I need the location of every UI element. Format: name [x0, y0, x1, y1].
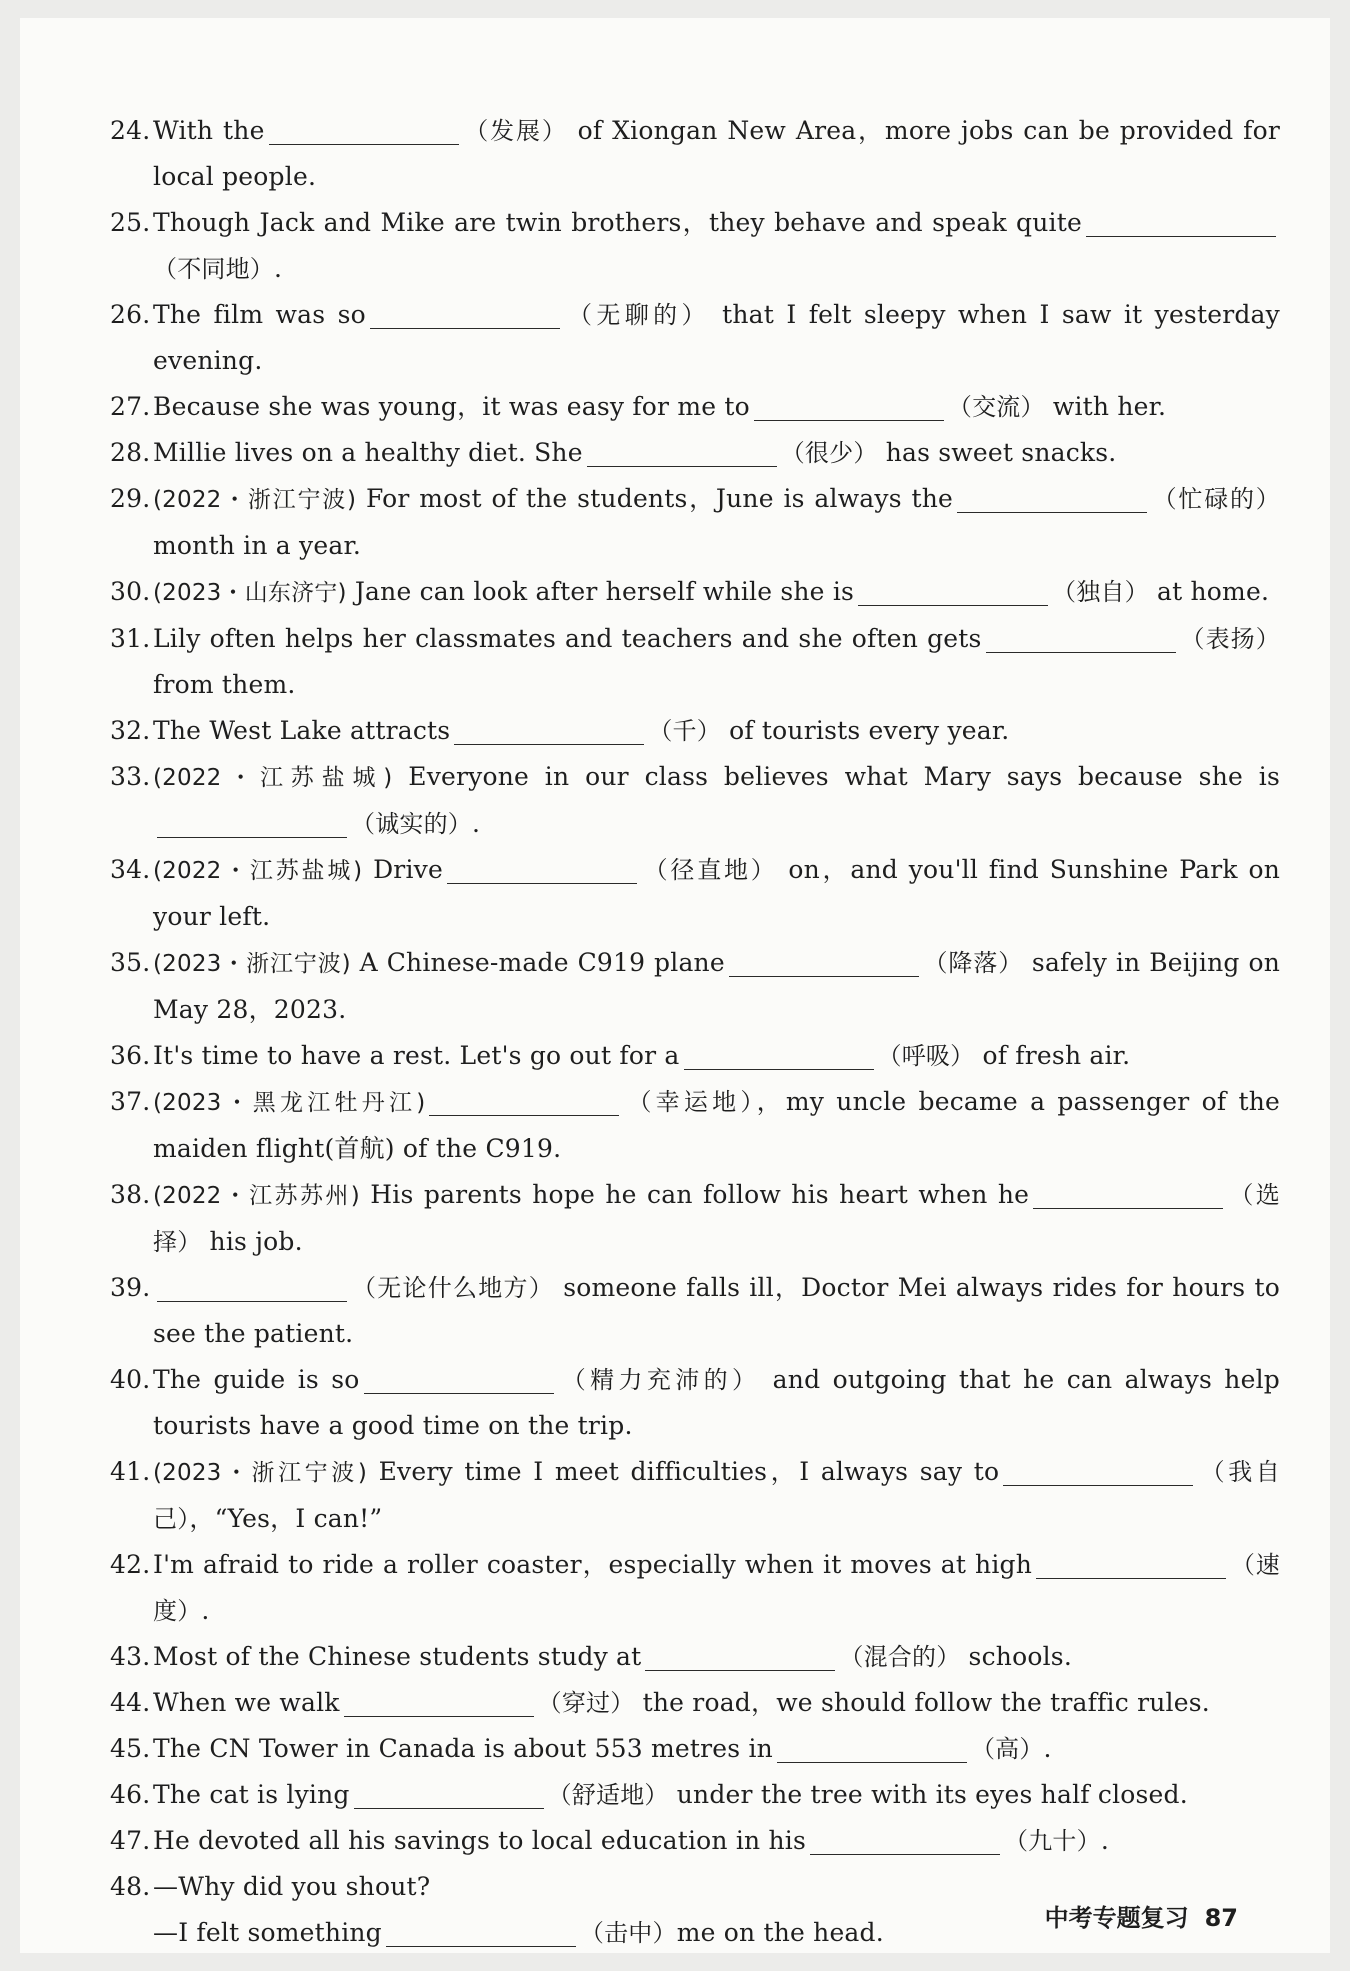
dialogue-text: me on the head.	[676, 1918, 884, 1947]
chinese-hint: （九十）	[1004, 1827, 1101, 1855]
question-text: It's time to have a rest. Let's go out for a	[153, 1041, 680, 1070]
answer-blank[interactable]	[1033, 1180, 1223, 1209]
question-text: Everyone in our class believes what Mary says because she is	[392, 762, 1280, 791]
answer-blank[interactable]	[386, 1918, 576, 1947]
question-text: ，“Yes，I can!”	[189, 1504, 383, 1533]
chinese-hint: （速度）	[153, 1551, 1280, 1625]
question-item	[110, 292, 1280, 384]
answer-blank[interactable]	[447, 855, 637, 884]
exam-source: (2022・江苏盐城)	[153, 858, 363, 884]
question-number: 32.	[110, 716, 151, 745]
question-text: of tourists every year.	[720, 716, 1010, 745]
question-item	[110, 384, 1280, 430]
answer-blank[interactable]	[1036, 1550, 1226, 1579]
question-text: I'm afraid to ride a roller coaster，especially when it moves at high	[153, 1550, 1033, 1579]
answer-blank[interactable]	[454, 716, 644, 745]
question-number: 28.	[110, 438, 151, 467]
question-text: month in a year.	[153, 531, 362, 560]
chinese-hint: （很少）	[780, 439, 878, 467]
answer-blank[interactable]	[1003, 1457, 1193, 1486]
question-item	[110, 1265, 1280, 1357]
question-text: Millie lives on a healthy diet. She	[153, 438, 583, 467]
question-text: someone falls ill，Doctor Mei always rides for hours to see the patient.	[153, 1273, 1280, 1348]
page-footer	[1045, 1898, 1238, 1933]
question-text: Lily often helps her classmates and teachers and she often gets	[153, 624, 982, 653]
question-number: 44.	[110, 1688, 151, 1717]
question-number: 26.	[110, 300, 151, 329]
question-number: 36.	[110, 1041, 151, 1070]
answer-blank[interactable]	[1086, 208, 1276, 237]
question-text: He devoted all his savings to local education in his	[153, 1826, 807, 1855]
question-number: 43.	[110, 1642, 151, 1671]
chinese-hint: （千）	[648, 717, 721, 745]
question-text: Jane can look after herself while she is	[346, 577, 855, 606]
question-item	[110, 847, 1280, 940]
question-text: under the tree with its eyes half closed.	[668, 1780, 1188, 1809]
question-text: Drive	[362, 855, 443, 884]
question-number: 40.	[110, 1365, 151, 1394]
question-item	[110, 1033, 1280, 1079]
question-number: 41.	[110, 1457, 151, 1486]
question-text: For most of the students，June is always the	[356, 484, 954, 513]
question-number: 31.	[110, 624, 151, 653]
exam-source: (2023・浙江宁波)	[153, 1460, 368, 1486]
question-text: His parents hope he can follow his heart when he	[359, 1180, 1030, 1209]
answer-blank[interactable]	[754, 392, 944, 421]
question-text: that I felt sleepy when I saw it yesterday evening.	[153, 300, 1280, 375]
question-text: on，and you'll find Sunshine Park on your left.	[153, 855, 1281, 931]
chinese-hint: （幸运地）	[623, 1088, 757, 1116]
chinese-hint: （我自己）	[153, 1458, 1280, 1533]
question-item	[110, 1634, 1280, 1680]
question-text: Most of the Chinese students study at	[153, 1642, 642, 1671]
chinese-hint: （交流）	[947, 393, 1045, 421]
answer-blank[interactable]	[957, 484, 1147, 513]
chinese-hint: （无聊的）	[563, 301, 710, 329]
question-text: has sweet snacks.	[877, 438, 1117, 467]
question-text: Every time I meet difficulties，I always say to	[367, 1457, 1000, 1486]
question-item	[110, 1726, 1280, 1772]
chinese-hint: （混合的）	[839, 1643, 961, 1671]
question-number: 48.	[110, 1872, 151, 1901]
exam-source: (2023・浙江宁波)	[153, 951, 351, 977]
question-number: 46.	[110, 1780, 151, 1809]
chinese-hint: （无论什么地方）	[351, 1274, 555, 1302]
question-number: 38.	[110, 1180, 151, 1209]
question-text: his job.	[201, 1227, 303, 1256]
question-item	[110, 1542, 1280, 1634]
answer-blank[interactable]	[344, 1688, 534, 1717]
answer-blank[interactable]	[354, 1780, 544, 1809]
chinese-hint: （径直地）	[640, 856, 778, 884]
question-text: .	[1100, 1826, 1109, 1855]
chinese-hint: （表扬）	[1179, 625, 1280, 653]
answer-blank[interactable]	[370, 300, 560, 329]
question-item	[110, 430, 1280, 476]
question-number: 33.	[110, 762, 151, 791]
question-text: of fresh air.	[974, 1041, 1131, 1070]
question-text: .	[1043, 1734, 1052, 1763]
question-text: The cat is lying	[153, 1780, 350, 1809]
exam-source: (2022・江苏苏州)	[153, 1183, 360, 1209]
answer-blank[interactable]	[729, 948, 919, 977]
answer-blank[interactable]	[858, 577, 1048, 606]
chinese-hint: （选择）	[153, 1181, 1280, 1256]
question-text: schools.	[960, 1642, 1072, 1671]
question-text: The guide is so	[153, 1365, 360, 1394]
question-text: When we walk	[153, 1688, 340, 1717]
question-text: and outgoing that he can always help tourists have a good time on the trip.	[153, 1365, 1281, 1440]
question-list	[110, 108, 1280, 1864]
question-text: ，my uncle became a passenger of the maiden flight(首航) of the C919.	[153, 1087, 1281, 1163]
exam-source: (2022・浙江宁波)	[153, 487, 357, 513]
question-number: 29.	[110, 484, 151, 513]
answer-blank[interactable]	[810, 1826, 1000, 1855]
question-item	[110, 1818, 1280, 1864]
question-number: 27.	[110, 392, 151, 421]
question-text: The West Lake attracts	[153, 716, 451, 745]
answer-blank[interactable]	[429, 1087, 619, 1116]
answer-blank[interactable]	[269, 116, 459, 145]
chinese-hint: （不同地）	[153, 255, 274, 283]
question-text: The film was so	[153, 300, 366, 329]
chinese-hint: （降落）	[922, 949, 1024, 977]
question-text: with her.	[1044, 392, 1167, 421]
chinese-hint: （穿过）	[537, 1689, 635, 1717]
question-text: .	[201, 1596, 210, 1625]
question-item	[110, 1357, 1280, 1449]
question-item	[110, 200, 1280, 292]
question-item	[110, 1680, 1280, 1726]
answer-blank[interactable]	[777, 1734, 967, 1763]
question-number: 34.	[110, 855, 151, 884]
question-number: 25.	[110, 208, 151, 237]
question-item	[110, 1449, 1280, 1542]
question-item	[110, 616, 1280, 708]
chinese-hint: （呼吸）	[877, 1042, 975, 1070]
question-text: the road，we should follow the traffic rules.	[634, 1688, 1210, 1717]
question-item	[110, 569, 1280, 616]
question-item	[110, 1172, 1280, 1265]
question-text: With the	[153, 116, 265, 145]
answer-blank[interactable]	[684, 1041, 874, 1070]
question-text: at home.	[1148, 577, 1270, 606]
question-item	[110, 1079, 1280, 1172]
question-number: 39.	[110, 1273, 151, 1302]
question-text: of Xiongan New Area，more jobs can be provided for local people.	[153, 116, 1280, 191]
question-text: safely in Beijing on May 28，2023.	[153, 948, 1280, 1024]
answer-blank[interactable]	[587, 438, 777, 467]
chinese-hint: （舒适地）	[547, 1781, 669, 1809]
chinese-hint: （忙碌的）	[1151, 485, 1280, 513]
exam-source: (2023・黑龙江牡丹江)	[153, 1090, 426, 1116]
question-text: .	[274, 254, 283, 283]
answer-blank[interactable]	[157, 1273, 347, 1302]
answer-blank[interactable]	[157, 809, 347, 838]
dialogue-line-1: —Why did you shout?	[153, 1872, 431, 1901]
chinese-hint: （发展）	[462, 117, 568, 145]
question-item	[110, 754, 1280, 847]
question-number: 47.	[110, 1826, 151, 1855]
question-item	[110, 108, 1280, 200]
question-number: 35.	[110, 948, 151, 977]
question-text: Though Jack and Mike are twin brothers，they behave and speak quite	[153, 208, 1082, 237]
question-number: 37.	[110, 1087, 151, 1116]
question-text: The CN Tower in Canada is about 553 metres in	[153, 1734, 773, 1763]
answer-blank[interactable]	[986, 624, 1176, 653]
question-number: 42.	[110, 1550, 151, 1579]
exam-source: (2023・山东济宁)	[153, 580, 347, 606]
question-item	[110, 708, 1280, 754]
chinese-hint: （高）	[970, 1735, 1044, 1763]
question-item	[110, 476, 1280, 569]
question-text: Because she was young，it was easy for me to	[153, 392, 750, 421]
question-item	[110, 940, 1280, 1033]
dialogue-text: —I felt something	[153, 1918, 382, 1947]
page-number: 87	[1204, 1904, 1238, 1932]
chinese-hint: （诚实的）	[351, 810, 472, 838]
question-text: A Chinese-made C919 plane	[350, 948, 725, 977]
question-number: 30.	[110, 577, 151, 606]
chinese-hint: （精力充沛的）	[557, 1366, 761, 1394]
question-number: 45.	[110, 1734, 151, 1763]
answer-blank[interactable]	[645, 1642, 835, 1671]
question-text: from them.	[153, 670, 296, 699]
question-number: 24.	[110, 116, 151, 145]
footer-title: 中考专题复习	[1044, 1904, 1189, 1932]
question-text: .	[472, 809, 481, 838]
answer-blank[interactable]	[364, 1365, 554, 1394]
chinese-hint: （击中）	[579, 1919, 677, 1947]
exam-source: (2022・江苏盐城)	[153, 765, 393, 791]
question-item	[110, 1772, 1280, 1818]
chinese-hint: （独自）	[1052, 578, 1149, 606]
worksheet-page	[20, 18, 1330, 1953]
